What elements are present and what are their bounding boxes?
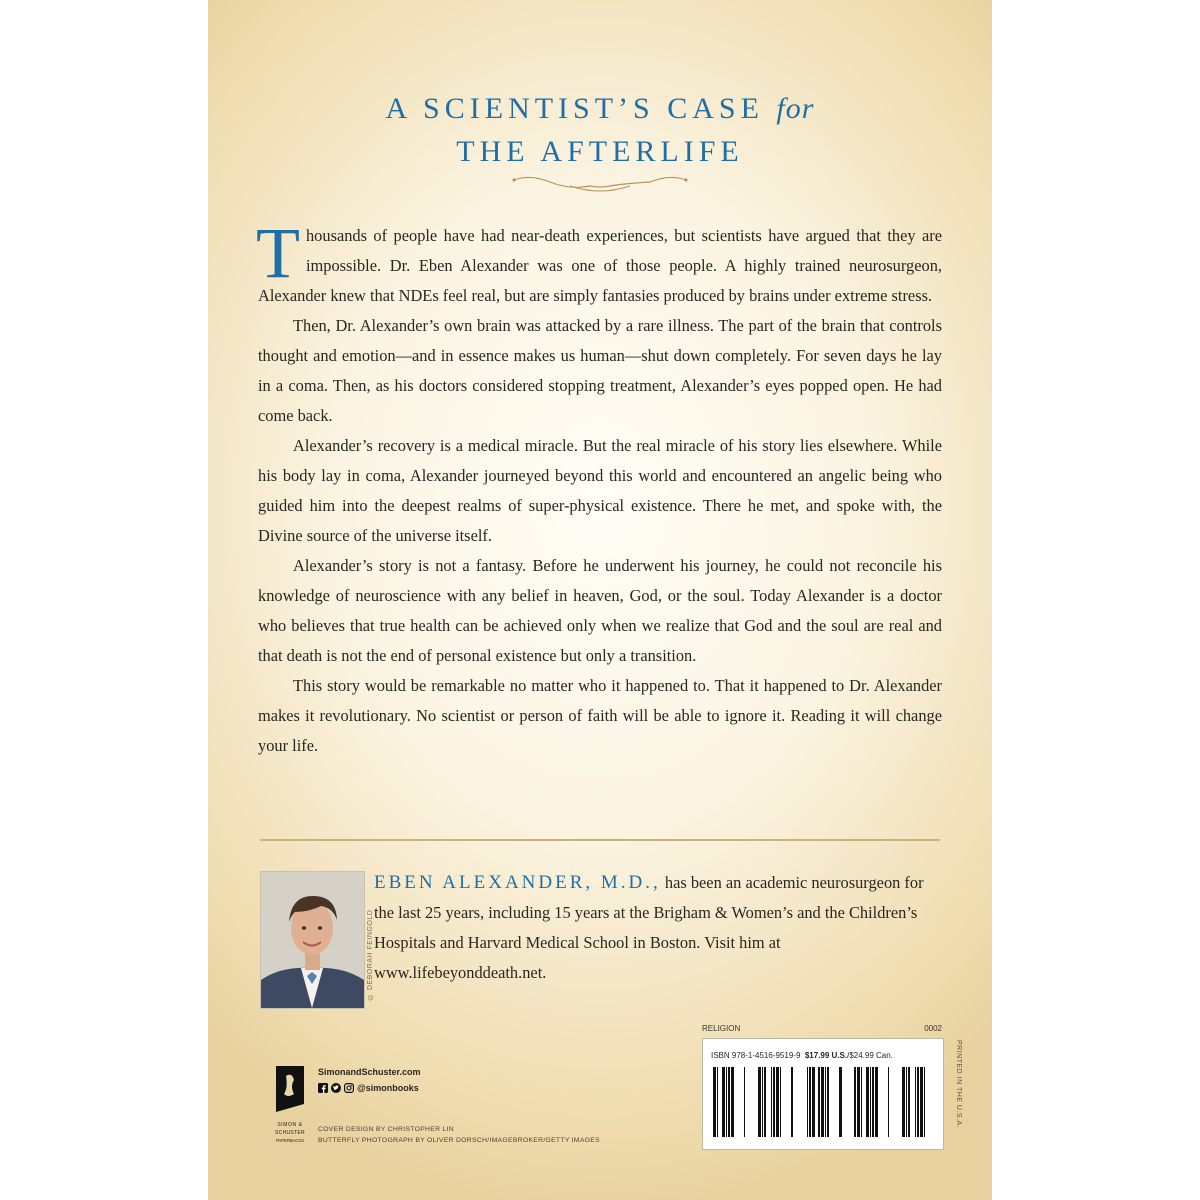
barcode-bar [888, 1067, 889, 1137]
barcode-bar [915, 1067, 916, 1137]
barcode-bar [758, 1067, 761, 1137]
category-code: 0002 [924, 1024, 942, 1033]
svg-text:PAPERBACKS: PAPERBACKS [275, 1138, 305, 1143]
barcode-bar [870, 1067, 871, 1137]
social-handle: @simonbooks [357, 1083, 419, 1093]
barcode-bar [717, 1067, 718, 1137]
author-portrait-icon [261, 872, 364, 1008]
barcode-bar [861, 1067, 862, 1137]
barcode-bar [722, 1067, 725, 1137]
author-photo [260, 871, 365, 1009]
twitter-icon[interactable] [331, 1083, 341, 1093]
social-row [318, 1080, 421, 1096]
barcode-bar [924, 1067, 925, 1137]
category-label: RELIGION [702, 1024, 741, 1033]
headline-line-2: THE AFTERLIFE [456, 135, 744, 168]
barcode-bar [872, 1067, 874, 1137]
barcode-bar [902, 1067, 905, 1137]
paragraph-4: Alexander’s story is not a fantasy. Before he underwent his journey, he could not reconcile his knowledge of neuroscience with any belief in heaven, God, or the soul. Today Alexander is a doctor who believes that true health can be achieved only when we realize that God and the soul are real and that death is not the end of personal existence but only a transition. [258, 556, 942, 665]
publisher-logo-icon [272, 1064, 308, 1158]
barcode-bar [807, 1067, 808, 1137]
barcode-bar [866, 1067, 869, 1137]
barcode-bar [812, 1067, 815, 1137]
barcode-bar [821, 1067, 824, 1137]
barcode-area [702, 1024, 942, 1150]
barcode-bar [780, 1067, 781, 1137]
barcode-bar [791, 1067, 793, 1137]
facebook-icon[interactable] [318, 1083, 328, 1093]
instagram-icon[interactable] [344, 1083, 354, 1093]
publisher-website[interactable]: SimonandSchuster.com [318, 1067, 421, 1077]
book-back-cover [208, 0, 992, 1200]
barcode-bar [920, 1067, 923, 1137]
barcode-bar [728, 1067, 730, 1137]
barcode-bars [713, 1067, 933, 1137]
cover-credits [318, 1124, 600, 1146]
barcode-bar [809, 1067, 811, 1137]
photo-credit: © DEBORAH FEINGOLD [367, 909, 374, 1000]
headline-italic-for: for [776, 92, 815, 125]
barcode-bar [726, 1067, 727, 1137]
divider-line [260, 839, 940, 841]
paragraph-5: This story would be remarkable no matter who it happened to. That it happened to Dr. Alexander makes it revolutionary. No scientist or person of faith will be able to ignore it. Reading it will change your life. [258, 676, 942, 755]
description [256, 213, 942, 761]
barcode-bar [908, 1067, 910, 1137]
barcode-bar [744, 1067, 745, 1137]
photo-credit-butterfly: BUTTERFLY PHOTOGRAPH BY OLIVER DORSCH/IMAGEBROKER/GETTY IMAGES [318, 1137, 600, 1144]
isbn-price-line: ISBN 978-1-4516-9519-9 $17.99 U.S./$24.99 Can. [711, 1051, 893, 1060]
barcode-bar [875, 1067, 878, 1137]
barcode-bar [818, 1067, 820, 1137]
barcode-bar [857, 1067, 860, 1137]
barcode-bar [906, 1067, 907, 1137]
barcode-bar [825, 1067, 826, 1137]
barcode-bar [854, 1067, 856, 1137]
barcode-bar [776, 1067, 779, 1137]
headline-line-1: A SCIENTIST’S CASE for [385, 92, 815, 125]
publisher-info [318, 1064, 421, 1096]
svg-text:SIMON &: SIMON & [277, 1122, 303, 1128]
barcode-bar [713, 1067, 716, 1137]
barcode-bar [762, 1067, 763, 1137]
cover-design-credit: COVER DESIGN BY CHRISTOPHER LIN [318, 1126, 454, 1133]
svg-text:SCHUSTER: SCHUSTER [275, 1130, 305, 1136]
barcode-bar [731, 1067, 734, 1137]
barcode-bar [773, 1067, 775, 1137]
barcode-bar [827, 1067, 829, 1137]
printed-in-label: PRINTED IN THE U.S.A. [955, 1040, 962, 1129]
paragraph-2: Then, Dr. Alexander’s own brain was attacked by a rare illness. The part of the brain that controls thought and emotion—and in essence makes us human—shut down completely. For seven days he lay in a coma. Then, as his doctors considered stopping treatment, Alexander’s eyes popped open. He had come back. [258, 316, 942, 425]
paragraph-1: Thousands of people have had near-death experiences, but scientists have argued that they are impossible. Dr. Eben Alexander was one of those people. A highly trained neurosurgeon, Alexander knew that NDEs feel real, but are simply fantasies produced by brains under extreme stress. [256, 213, 942, 305]
author-bio [374, 868, 944, 988]
paragraph-3: Alexander’s recovery is a medical miracle. But the real miracle of his story lies elsewhere. While his body lay in coma, Alexander journeyed beyond this world and encountered an angelic being who guided him into the deepest realms of super-physical existence. There he met, and spoke with, the Divine source of the universe itself. [258, 436, 942, 545]
barcode-bar [764, 1067, 766, 1137]
barcode-bar [771, 1067, 772, 1137]
barcode-box [702, 1038, 944, 1150]
barcode-bar [839, 1067, 842, 1137]
barcode-bar [917, 1067, 919, 1137]
drop-cap: T [256, 213, 300, 293]
author-bio-text: has been an academic neurosurgeon for the last 25 years, including 15 years at the Brigham & Women’s and the Children’s Hospitals and Harvard Medical School in Boston. Visit him at www.lifebeyonddeath.net. [374, 873, 924, 982]
author-name: EBEN ALEXANDER, M.D., [374, 872, 661, 893]
flourish-ornament [510, 172, 690, 196]
